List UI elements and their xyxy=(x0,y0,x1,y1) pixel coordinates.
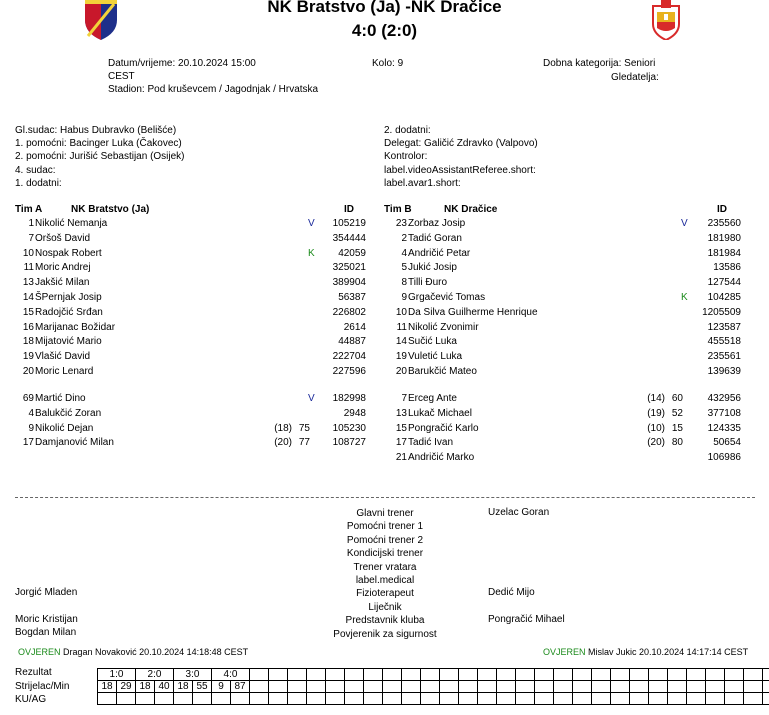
official-line: label.avar1.short: xyxy=(384,177,461,189)
player-mark: V xyxy=(308,393,315,404)
score-grid-cell xyxy=(630,693,649,705)
substitute-row xyxy=(0,392,769,406)
player-id: 2948 xyxy=(343,407,366,419)
score-grid-cell: 18 xyxy=(98,681,117,693)
substituted-player: (18) xyxy=(274,422,292,434)
score-grid-cell xyxy=(649,693,668,705)
score-grid-cell xyxy=(383,669,402,681)
score-grid-cell xyxy=(250,669,269,681)
player-number: 21 xyxy=(395,452,407,464)
player-number: 17 xyxy=(22,437,34,449)
player-id: 105219 xyxy=(332,218,366,229)
substitute-row xyxy=(0,451,769,465)
score-grid-cell xyxy=(725,669,744,681)
substituted-player: (10) xyxy=(647,422,665,434)
score-grid-cell xyxy=(250,693,269,705)
player-id: 50654 xyxy=(713,437,741,449)
team-a-id-header: ID xyxy=(344,204,354,215)
player-id: 226802 xyxy=(332,306,366,318)
player-id: 56387 xyxy=(338,292,366,303)
player-name: Grgačević Tomas xyxy=(408,292,486,303)
score-grid-cell xyxy=(535,693,554,705)
player-id: 354444 xyxy=(332,232,366,244)
player-name: Zorbaz Josip xyxy=(408,218,466,229)
player-number: 4 xyxy=(401,247,407,259)
score-grid-cell xyxy=(630,681,649,693)
player-id: 42059 xyxy=(338,247,366,259)
player-row xyxy=(0,350,769,364)
score-grid-cell xyxy=(307,669,326,681)
staff-a-fizioterapeut: Jorgić Mladen xyxy=(15,587,78,598)
match-round: Kolo: 9 xyxy=(372,58,404,69)
verification-b xyxy=(543,647,748,657)
player-name: Andričić Petar xyxy=(408,247,471,259)
player-name: ŠPernjak Josip xyxy=(35,292,102,303)
player-id: 44887 xyxy=(338,336,366,348)
staff-b-glavni: Uzelac Goran xyxy=(488,507,550,518)
score-grid-cell xyxy=(649,681,668,693)
player-mark: K xyxy=(308,247,315,259)
player-name: Mijatović Mario xyxy=(35,336,102,348)
player-name: Jukić Josip xyxy=(408,262,457,274)
score-grid-cell xyxy=(440,681,459,693)
player-number: 1 xyxy=(28,218,34,229)
staff-role: Glavni trener xyxy=(356,508,414,519)
score-grid-cell xyxy=(516,669,535,681)
score-grid-cell xyxy=(421,681,440,693)
player-id: 377108 xyxy=(707,407,741,419)
score-grid xyxy=(97,668,769,705)
player-name: Martić Dino xyxy=(35,393,86,404)
score-row-label: KU/AG xyxy=(15,694,47,705)
player-row xyxy=(0,306,769,320)
score-grid-cell xyxy=(516,693,535,705)
score-grid-cell xyxy=(269,693,288,705)
player-name: Lukač Michael xyxy=(408,407,472,419)
player-name: Tadić Goran xyxy=(408,232,462,244)
player-id: 104285 xyxy=(707,292,741,303)
official-line: 2. dodatni: xyxy=(384,125,431,136)
score-grid-cell xyxy=(459,681,478,693)
substitute-row xyxy=(0,407,769,421)
official-line: Kontrolor: xyxy=(384,151,428,163)
player-number: 15 xyxy=(395,422,407,434)
staff-role: Liječnik xyxy=(368,601,402,613)
player-row xyxy=(0,321,769,335)
score-grid-cell xyxy=(706,693,725,705)
score-grid-cell xyxy=(326,669,345,681)
player-name: Erceg Ante xyxy=(408,393,457,404)
player-id: 2614 xyxy=(343,321,366,333)
player-name: Radojčić Srđan xyxy=(35,306,103,318)
score-grid-cell xyxy=(307,693,326,705)
score-grid-cell xyxy=(573,669,592,681)
player-row xyxy=(0,291,769,305)
score-grid-cell: 2:0 xyxy=(136,669,174,681)
substituted-player: (14) xyxy=(647,393,665,404)
score-grid-cell xyxy=(554,681,573,693)
player-name: Tilli Đuro xyxy=(408,277,448,289)
score-grid-cell xyxy=(611,681,630,693)
score-grid-cell xyxy=(478,669,497,681)
verified-label: OVJEREN xyxy=(18,647,61,657)
score-grid-cell xyxy=(497,669,516,681)
official-line: 4. sudac: xyxy=(15,164,56,176)
score-grid-cell xyxy=(383,681,402,693)
score-grid-cell xyxy=(535,669,554,681)
player-number: 11 xyxy=(23,262,34,274)
player-name: Moric Andrej xyxy=(35,262,91,274)
score-grid-cell xyxy=(592,669,611,681)
official-line: label.videoAssistantReferee.short: xyxy=(384,164,536,176)
official-line: 2. pomoćni: Jurišić Sebastijan (Osijek) xyxy=(15,151,185,163)
score-grid-cell: 3:0 xyxy=(174,669,212,681)
score-grid-cell xyxy=(687,693,706,705)
staff-b-predstavnik: Pongračić Mihael xyxy=(488,614,565,625)
substitution-minute: 52 xyxy=(671,407,683,419)
score-grid-cell: 9 xyxy=(212,681,231,693)
player-number: 10 xyxy=(22,247,34,259)
team-b-id-header: ID xyxy=(717,204,727,215)
player-number: 16 xyxy=(22,321,34,333)
player-mark: V xyxy=(308,218,315,229)
player-name: Nikolić Dejan xyxy=(35,422,94,434)
score-grid-cell xyxy=(440,669,459,681)
player-id: 105230 xyxy=(332,422,366,434)
staff-a-predstavnik: Moric Kristijan xyxy=(15,614,78,625)
player-id: 227596 xyxy=(332,366,366,377)
score-grid-cell xyxy=(421,693,440,705)
score-grid-cell xyxy=(402,681,421,693)
score-grid-cell xyxy=(231,693,250,705)
staff-role: Fizioterapeut xyxy=(356,588,414,600)
player-number: 13 xyxy=(395,407,407,419)
score-grid-cell xyxy=(174,693,193,705)
player-name: Nospak Robert xyxy=(35,247,102,259)
player-row xyxy=(0,276,769,290)
player-id: 182998 xyxy=(332,393,366,404)
player-name: Moric Lenard xyxy=(35,366,94,377)
player-id: 108727 xyxy=(332,437,366,449)
player-number: 13 xyxy=(22,277,34,289)
score-grid-cell xyxy=(668,693,687,705)
score-grid-cell xyxy=(402,693,421,705)
player-id: 123587 xyxy=(707,321,741,333)
score-grid-cell xyxy=(554,669,573,681)
official-line: Delegat: Galičić Zdravko (Valpovo) xyxy=(384,138,538,150)
substituted-player: (19) xyxy=(647,407,665,419)
player-row xyxy=(0,335,769,349)
player-number: 18 xyxy=(22,336,34,348)
player-id: 13586 xyxy=(713,262,741,274)
score-grid-cell xyxy=(155,693,174,705)
player-name: Nikolić Zvonimir xyxy=(408,321,479,333)
player-row xyxy=(0,261,769,275)
substitution-minute: 60 xyxy=(671,393,683,404)
score-grid-cell xyxy=(668,681,687,693)
score-grid-cell: 40 xyxy=(155,681,174,693)
score-grid-cell xyxy=(763,693,769,705)
substitution-minute: 77 xyxy=(298,437,310,449)
score-grid-cell xyxy=(611,669,630,681)
player-id: 235560 xyxy=(707,218,741,229)
score-grid-row xyxy=(98,669,769,681)
staff-role: Povjerenik za sigurnost xyxy=(333,628,437,640)
staff-role: Trener vratara xyxy=(353,561,417,573)
age-category: Dobna kategorija: Seniori xyxy=(543,58,656,69)
score-grid-row xyxy=(98,693,769,705)
score-grid-cell xyxy=(364,669,383,681)
score-grid-cell xyxy=(497,681,516,693)
staff-roles xyxy=(300,507,470,641)
substitute-row xyxy=(0,436,769,450)
staff-role: Kondicijski trener xyxy=(346,548,424,560)
score-grid-cell xyxy=(573,693,592,705)
player-number: 69 xyxy=(22,393,34,404)
team-a-label: Tim A xyxy=(15,204,43,215)
score-grid-cell xyxy=(668,669,687,681)
officials-left xyxy=(15,124,185,190)
score-grid-cell xyxy=(687,681,706,693)
staff-role: Pomoćni trener 2 xyxy=(346,534,424,546)
section-divider xyxy=(15,497,755,498)
player-name: Marijanac Božidar xyxy=(35,321,116,333)
verified-label: OVJEREN xyxy=(543,647,586,657)
player-id: 432956 xyxy=(707,393,741,404)
player-name: Oršoš David xyxy=(35,232,91,244)
score-grid-cell xyxy=(611,693,630,705)
score-row-label: Strijelac/Min xyxy=(15,681,70,692)
player-id: 106986 xyxy=(707,452,741,464)
score-grid-cell xyxy=(592,681,611,693)
player-name: Barukčić Mateo xyxy=(408,366,477,377)
score-grid-cell xyxy=(364,693,383,705)
score-grid-cell xyxy=(136,693,155,705)
score-grid-cell xyxy=(592,693,611,705)
verified-text: Dragan Novaković 20.10.2024 14:18:48 CEST xyxy=(63,647,249,657)
player-row xyxy=(0,247,769,261)
verified-text: Mislav Jukic 20.10.2024 14:17:14 CEST xyxy=(588,647,749,657)
staff-role: label.medical xyxy=(355,575,415,587)
score-grid-cell: 1:0 xyxy=(98,669,136,681)
player-row xyxy=(0,365,769,379)
score-grid-cell: 55 xyxy=(193,681,212,693)
score-grid-cell xyxy=(744,669,763,681)
player-id: 222704 xyxy=(332,351,366,363)
score-grid-cell xyxy=(706,681,725,693)
score-grid-cell xyxy=(117,693,136,705)
score-grid-cell xyxy=(288,669,307,681)
player-id: 181984 xyxy=(707,247,741,259)
player-mark: V xyxy=(681,218,688,229)
player-name: Damjanović Milan xyxy=(35,437,114,449)
score-grid-row xyxy=(98,681,769,693)
score-grid-cell xyxy=(288,693,307,705)
player-name: Nikolić Nemanja xyxy=(35,218,108,229)
score-grid-cell xyxy=(98,693,117,705)
player-name: Sučić Luka xyxy=(408,336,457,348)
player-number: 9 xyxy=(28,422,34,434)
score-grid-cell: 29 xyxy=(117,681,136,693)
score-row-label: Rezultat xyxy=(15,667,52,678)
staff-a-povjerenik: Bogdan Milan xyxy=(15,627,77,638)
score-grid-cell xyxy=(288,681,307,693)
staff-role: Predstavnik kluba xyxy=(345,615,425,627)
score-grid-cell xyxy=(212,693,231,705)
player-name: Vuletić Luka xyxy=(408,351,463,363)
player-number: 20 xyxy=(22,366,34,377)
verification-a xyxy=(18,647,248,657)
player-number: 19 xyxy=(22,351,34,363)
score-grid-cell xyxy=(630,669,649,681)
player-number: 14 xyxy=(22,292,34,303)
player-id: 127544 xyxy=(707,277,741,289)
player-number: 20 xyxy=(395,366,407,377)
score-grid-cell xyxy=(345,681,364,693)
player-id: 139639 xyxy=(707,366,741,377)
player-name: Jakšić Milan xyxy=(35,277,90,289)
player-number: 2 xyxy=(401,232,407,244)
score-grid-cell xyxy=(497,693,516,705)
score-grid-cell xyxy=(706,669,725,681)
player-number: 4 xyxy=(28,407,34,419)
score-grid-cell: 18 xyxy=(174,681,193,693)
player-number: 14 xyxy=(395,336,407,348)
player-id: 235561 xyxy=(707,351,741,363)
score-grid-cell: 4:0 xyxy=(212,669,250,681)
official-line: Gl.sudac: Habus Dubravko (Belišće) xyxy=(15,125,177,136)
score-grid-cell xyxy=(345,693,364,705)
match-stadium: Stadion: Pod kruševcem / Jagodnjak / Hrvatska xyxy=(108,84,319,95)
player-number: 19 xyxy=(395,351,407,363)
score-grid-cell xyxy=(573,681,592,693)
player-row xyxy=(0,217,769,231)
player-name: Vlašić David xyxy=(35,351,91,363)
score-grid-cell xyxy=(459,669,478,681)
match-title: NK Bratstvo (Ja) -NK Dračice xyxy=(267,0,502,16)
score-grid-cell xyxy=(554,693,573,705)
score-grid-cell xyxy=(535,681,554,693)
spectators: Gledatelja: xyxy=(611,72,659,83)
score-grid-cell xyxy=(250,681,269,693)
score-grid-cell xyxy=(269,669,288,681)
player-number: 5 xyxy=(401,262,407,274)
player-number: 7 xyxy=(28,232,34,244)
player-name: Andričić Marko xyxy=(408,452,475,464)
officials-right xyxy=(384,124,538,190)
player-number: 23 xyxy=(395,218,407,229)
player-number: 15 xyxy=(22,306,34,318)
score-grid-cell xyxy=(725,681,744,693)
player-row xyxy=(0,232,769,246)
substitution-minute: 15 xyxy=(671,422,683,434)
official-line: 1. dodatni: xyxy=(15,177,62,189)
score-grid-cell xyxy=(269,681,288,693)
player-number: 7 xyxy=(401,393,407,404)
score-grid-cell xyxy=(478,681,497,693)
official-line: 1. pomoćni: Bacinger Luka (Čakovec) xyxy=(15,138,182,150)
match-score: 4:0 (2:0) xyxy=(351,21,418,40)
score-grid-cell xyxy=(193,693,212,705)
player-name: Da Silva Guilherme Henrique xyxy=(408,306,538,318)
staff-role: Pomoćni trener 1 xyxy=(346,521,424,533)
score-grid-cell xyxy=(440,693,459,705)
score-grid-cell xyxy=(763,681,769,693)
score-grid-cell xyxy=(364,681,383,693)
player-number: 9 xyxy=(401,292,407,303)
match-timezone: CEST xyxy=(108,71,135,82)
player-name: Tadić Ivan xyxy=(408,437,454,449)
score-grid-cell xyxy=(478,693,497,705)
substituted-player: (20) xyxy=(274,437,292,449)
team-b-label: Tim B xyxy=(384,204,412,215)
score-grid-cell xyxy=(421,669,440,681)
score-grid-cell xyxy=(725,693,744,705)
player-id: 455518 xyxy=(707,336,741,348)
substituted-player: (20) xyxy=(647,437,665,449)
score-grid-cell xyxy=(345,669,364,681)
staff-b-fizioterapeut: Dedić Mijo xyxy=(488,587,535,598)
score-grid-cell: 18 xyxy=(136,681,155,693)
player-id: 325021 xyxy=(332,262,366,274)
team-a-name: NK Bratstvo (Ja) xyxy=(71,204,150,215)
score-grid-cell xyxy=(516,681,535,693)
player-number: 11 xyxy=(396,321,407,333)
score-grid-cell xyxy=(763,669,769,681)
score-grid-cell xyxy=(326,693,345,705)
player-mark: K xyxy=(681,292,688,303)
player-number: 8 xyxy=(401,277,407,289)
score-grid-cell xyxy=(687,669,706,681)
score-grid-cell xyxy=(459,693,478,705)
score-grid-cell xyxy=(383,693,402,705)
score-grid-cell xyxy=(744,693,763,705)
substitute-row xyxy=(0,422,769,436)
score-grid-cell xyxy=(307,681,326,693)
player-id: 124335 xyxy=(707,422,741,434)
player-number: 17 xyxy=(395,437,407,449)
player-id: 181980 xyxy=(707,232,741,244)
score-grid-cell: 87 xyxy=(231,681,250,693)
score-grid-cell xyxy=(402,669,421,681)
score-grid-cell xyxy=(744,681,763,693)
score-grid-cell xyxy=(326,681,345,693)
score-grid-cell xyxy=(649,669,668,681)
player-id: 1205509 xyxy=(702,306,741,318)
team-b-name: NK Dračice xyxy=(444,204,498,215)
player-name: Balukčić Zoran xyxy=(35,407,102,419)
player-name: Pongračić Karlo xyxy=(408,422,479,434)
player-id: 389904 xyxy=(332,277,366,289)
match-datetime: Datum/vrijeme: 20.10.2024 15:00 xyxy=(108,58,256,69)
player-number: 10 xyxy=(395,306,407,318)
substitution-minute: 80 xyxy=(671,437,683,449)
substitution-minute: 75 xyxy=(298,422,310,434)
